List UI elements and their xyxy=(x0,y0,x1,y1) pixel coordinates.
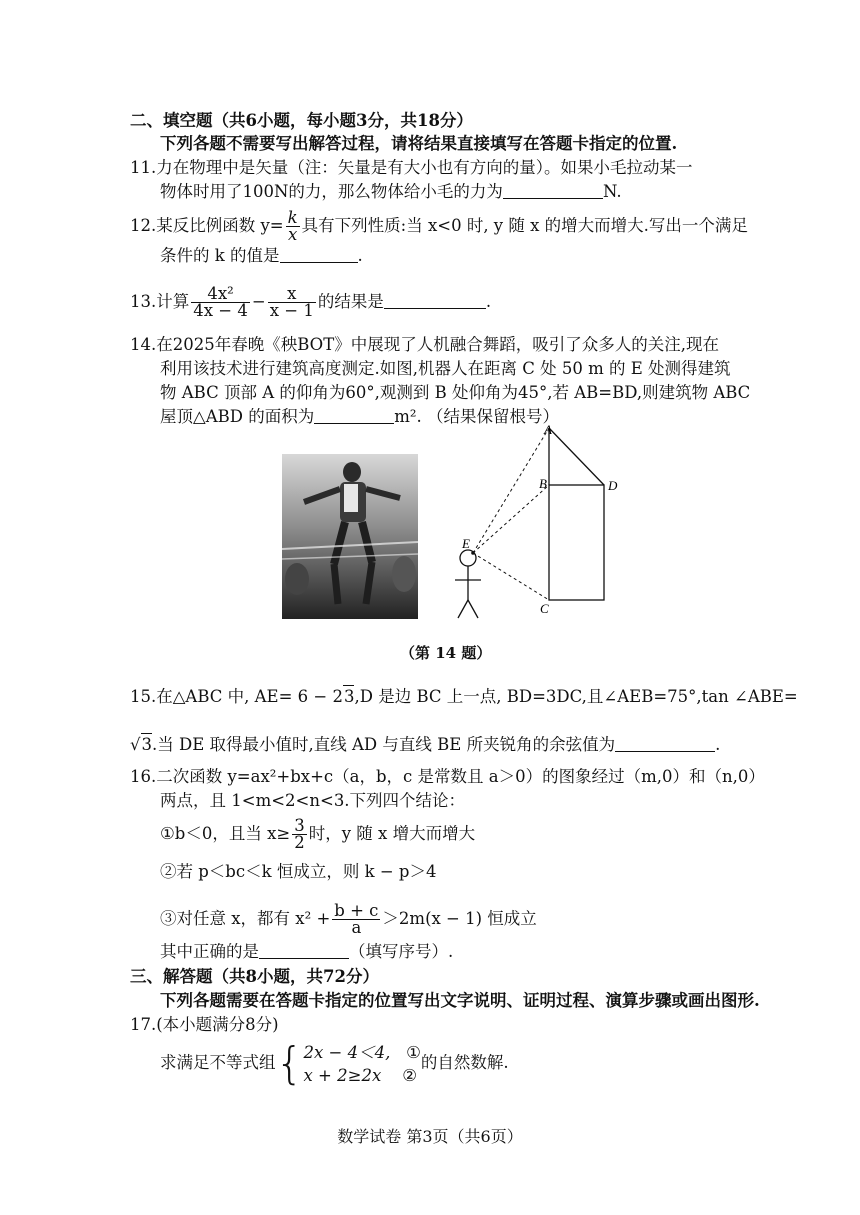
section2-title: 二、填空题（共6小题，每小题3分，共18分） xyxy=(130,111,473,130)
section3-instruction: 下列各题需要在答题卡指定的位置写出文字说明、证明过程、演算步骤或画出图形. xyxy=(160,991,760,1010)
q12-line2: 条件的 k 的值是 . xyxy=(160,246,363,265)
q12-suffix: 具有下列性质:当 x<0 时, y 随 x 的增大而增大.写出一个满足 xyxy=(301,216,748,235)
q11-line1: 11.力在物理中是矢量（注：矢量是有大小也有方向的量）。如果小毛拉动某一 xyxy=(130,158,693,177)
q13-fraction2: $\frac{x}{x - 1}$ xyxy=(269,284,314,320)
label-e: E xyxy=(462,536,470,551)
label-d: D xyxy=(608,478,618,493)
q15-line1: 15.在△ABC 中, AE= 6 − 23,D 是边 BC 上一点, BD=3DC,且∠AEB=75°,tan ∠ABE= xyxy=(130,687,798,706)
q12-answer-blank xyxy=(280,246,358,263)
q17-head: 17.(本小题满分8分) xyxy=(130,1015,279,1034)
q15-sqrt1: 3 xyxy=(343,687,355,706)
q16-answer-line: 其中正确的是 （填写序号）. xyxy=(160,942,454,961)
q13-answer-blank xyxy=(384,292,486,309)
robot-dance-photo xyxy=(282,454,418,619)
q16-conclusion2: ②若 p＜bc＜k 恒成立，则 k − p＞4 xyxy=(160,862,437,881)
section3-title: 三、解答题（共8小题，共72分） xyxy=(130,967,379,986)
q11-line2 xyxy=(160,181,622,203)
q16-line2: 两点，且 1<m<2<n<3.下列四个结论： xyxy=(160,791,466,810)
q15-answer-blank xyxy=(615,735,715,752)
q13-fraction1: $\frac{\text{4x²}}{4x - 4}$ xyxy=(193,284,248,320)
q15-sqrt2: 3 xyxy=(141,735,153,754)
q16-conclusion1: ①b＜0，且当 x≥ $\frac{3}{2}$ 时，y 随 x 增大而增大 xyxy=(160,816,476,852)
building-rect xyxy=(549,485,604,600)
q14-line3: 物 ABC 顶部 A 的仰角为60°,观测到 B 处仰角为45°,若 AB=BD,则建筑物 ABC xyxy=(160,383,751,402)
q11-answer-blank xyxy=(503,182,603,199)
q14-line4: 屋顶△ABD 的面积为 m². （结果保留根号） xyxy=(160,407,559,426)
label-c: C xyxy=(540,601,549,616)
q12-line1 xyxy=(130,210,748,243)
section2-instruction: 下列各题不需要写出解答过程，请将结果直接填写在答题卡指定的位置. xyxy=(160,134,678,153)
q16-line1: 16.二次函数 y=ax²+bx+c（a，b，c 是常数且 a＞0）的图象经过（m,0）和（n,0） xyxy=(130,767,765,786)
label-a: A xyxy=(544,422,552,437)
page-footer: 数学试卷 第3页（共6页） xyxy=(337,1127,523,1146)
q11-unit: N. xyxy=(602,182,622,201)
robot-silhouette-icon xyxy=(282,454,418,619)
q16-answer-blank xyxy=(259,942,349,959)
q12-fraction: $\frac{k}{x}$ xyxy=(287,208,298,244)
q12-prefix: 12.某反比例函数 y= xyxy=(130,216,284,235)
q17-system: 求满足不等式组{ 2x − 4＜4, ① x + 2≥2x ② 的自然数解. xyxy=(160,1037,509,1089)
q14-answer-blank xyxy=(314,407,394,424)
q13-line: 13.计算 $\frac{\text{4x²}}{4x - 4}$ − $\frac{x}{x - 1}$ 的结果是 . xyxy=(130,284,492,320)
q15-line2: √3.当 DE 取得最小值时,直线 AD 与直线 BE 所夹锐角的余弦值为 . xyxy=(130,735,721,754)
q14-line2: 利用该技术进行建筑高度测定.如图,机器人在距离 C 处 50 m 的 E 处测得建筑 xyxy=(160,359,731,378)
q14-geometry-diagram xyxy=(440,420,630,620)
label-b: B xyxy=(539,476,547,491)
q14-caption: （第 14 题） xyxy=(400,644,492,662)
q11-text: 物体时用了100N的力，那么物体给小毛的力为 xyxy=(160,182,503,201)
q14-line1: 14.在2025年春晚《秧BOT》中展现了人机融合舞蹈，吸引了众多人的关注,现在 xyxy=(130,335,719,354)
q16-conclusion3: ③对任意 x，都有 x² + $\frac{b + c}{a}$ ＞2m(x − 1) 恒成立 xyxy=(160,901,537,937)
